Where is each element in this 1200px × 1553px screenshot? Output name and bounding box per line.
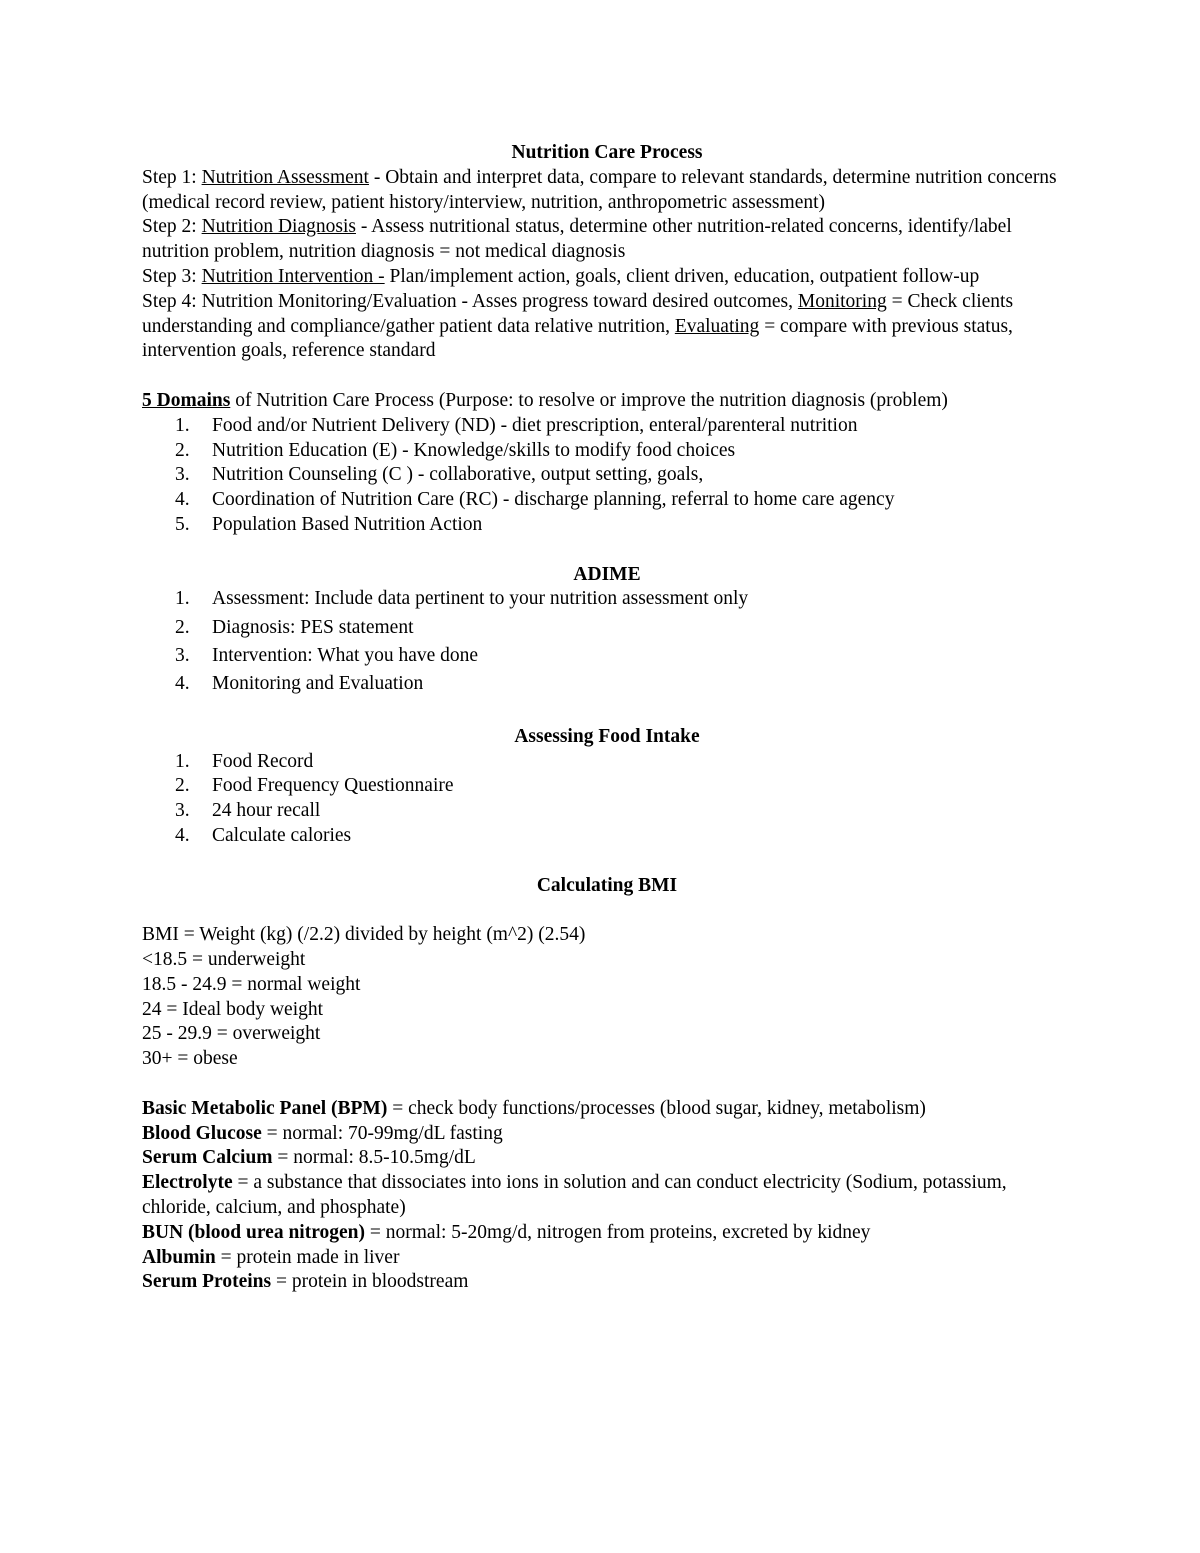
list-number: 2. (175, 616, 190, 638)
step-4-term-monitoring: Monitoring (797, 290, 887, 312)
list-text: Coordination of Nutrition Care (RC) - discharge planning, referral to home care agency (212, 489, 895, 511)
domains-heading (142, 389, 1072, 414)
list-text: Food and/or Nutrient Delivery (ND) - diet prescription, enteral/parenteral nutrition (212, 414, 858, 436)
list-item (142, 799, 1072, 824)
lab-text: = check body functions/processes (blood sugar, kidney, metabolism) (387, 1097, 926, 1119)
list-number: 3. (175, 464, 190, 486)
step-3-term: Nutrition Intervention - (201, 265, 385, 287)
lab-term: Albumin (142, 1246, 216, 1268)
bmi-line: 24 = Ideal body weight (142, 998, 324, 1020)
bmi-line: <18.5 = underweight (142, 949, 306, 971)
lab-term: Serum Calcium (142, 1147, 273, 1169)
list-item (142, 513, 1072, 538)
step-1-text: - Obtain and interpret data, compare to relevant standards, determine nutrition concerns (medical record review, patient history/interview, nutrition, anthropometric assessment) (142, 166, 1057, 213)
list-text: Assessment: Include data pertinent to your nutrition assessment only (212, 588, 749, 610)
lab-entry (142, 1171, 1072, 1221)
bmi-line: BMI = Weight (kg) (/2.2) divided by height (m^2) (2.54) (142, 924, 586, 946)
step-2-term: Nutrition Diagnosis (201, 216, 356, 238)
spacer (142, 898, 1072, 923)
list-item (142, 750, 1072, 775)
step-4-text: = compare with previous status, intervention goals, reference standard (142, 315, 1013, 362)
list-number: 3. (175, 644, 190, 666)
list-number: 2. (175, 775, 190, 797)
list-text: Monitoring and Evaluation (212, 672, 424, 694)
list-text: Nutrition Counseling (C ) - collaborative, output setting, goals, (212, 464, 704, 486)
spacer (142, 538, 1072, 563)
document-page (142, 141, 1072, 1295)
lab-entry (142, 1270, 1072, 1295)
spacer (142, 700, 1072, 725)
list-number: 1. (175, 750, 190, 772)
list-text: 24 hour recall (212, 800, 321, 822)
lab-entry (142, 1097, 1072, 1122)
list-number: 1. (175, 588, 190, 610)
list-item (142, 672, 1072, 697)
adime-list (142, 587, 1072, 696)
list-number: 3. (175, 800, 190, 822)
bmi-heading: Calculating BMI (536, 874, 678, 896)
list-text: Population Based Nutrition Action (212, 513, 483, 535)
list-number: 4. (175, 825, 190, 847)
list-number: 2. (175, 439, 190, 461)
spacer (142, 364, 1072, 389)
spacer (142, 849, 1072, 874)
step-2-text: - Assess nutritional status, determine other nutrition-related concerns, identify/label nutrition problem, nutrition diagnosis = not medical diagnosis (142, 216, 1012, 263)
lab-entry (142, 1146, 1072, 1171)
list-item (142, 463, 1072, 488)
step-1-prefix: Step 1: (142, 166, 202, 188)
step-4-prefix: Step 4: Nutrition Monitoring/Evaluation - Asses progress toward desired outcomes, (142, 290, 798, 312)
spacer (142, 1072, 1072, 1097)
list-item (142, 414, 1072, 439)
list-item (142, 587, 1072, 612)
bmi-line: 18.5 - 24.9 = normal weight (142, 973, 361, 995)
list-number: 5. (175, 513, 190, 535)
lab-term: Basic Metabolic Panel (BPM) (142, 1097, 388, 1119)
bmi-line: 30+ = obese (142, 1048, 238, 1070)
list-text: Calculate calories (212, 825, 352, 847)
lab-text: = normal: 70-99mg/dL fasting (261, 1122, 503, 1144)
list-text: Diagnosis: PES statement (212, 616, 414, 638)
domains-list (142, 414, 1072, 538)
lab-term: Electrolyte (142, 1172, 233, 1194)
list-item (142, 644, 1072, 669)
list-number: 4. (175, 672, 190, 694)
list-item (142, 824, 1072, 849)
adime-heading: ADIME (573, 563, 641, 585)
list-item (142, 488, 1072, 513)
domains-heading-term: 5 Domains (142, 389, 231, 411)
list-text: Food Frequency Questionnaire (212, 775, 454, 797)
lab-term: Blood Glucose (142, 1122, 262, 1144)
lab-text: = normal: 8.5-10.5mg/dL (272, 1147, 476, 1169)
step-4-term-evaluating: Evaluating (674, 315, 760, 337)
lab-term: BUN (blood urea nitrogen) (142, 1221, 366, 1243)
lab-entry (142, 1221, 1072, 1246)
lab-text: = protein in bloodstream (271, 1271, 469, 1293)
list-text: Nutrition Education (E) - Knowledge/skills to modify food choices (212, 439, 736, 461)
list-text: Food Record (212, 750, 314, 772)
domains-heading-text: of Nutrition Care Process (Purpose: to resolve or improve the nutrition diagnosis (problem) (230, 389, 948, 411)
step-2 (142, 215, 1072, 265)
food-intake-heading: Assessing Food Intake (514, 725, 700, 747)
step-4 (142, 290, 1072, 364)
lab-text: = a substance that dissociates into ions in solution and can conduct electricity (Sodium, potassium, chloride, calcium, and phosphate) (142, 1172, 1007, 1219)
bmi-line: 25 - 29.9 = overweight (142, 1023, 321, 1045)
step-1-term: Nutrition Assessment (201, 166, 369, 188)
lab-entry (142, 1122, 1072, 1147)
step-4-mid: = Check clients understanding and compliance/gather patient data relative nutrition, (142, 290, 1014, 337)
list-number: 1. (175, 414, 190, 436)
list-item (142, 439, 1072, 464)
lab-entry (142, 1246, 1072, 1271)
list-number: 4. (175, 489, 190, 511)
step-2-prefix: Step 2: (142, 216, 202, 238)
list-item (142, 774, 1072, 799)
step-3-text: Plan/implement action, goals, client driven, education, outpatient follow-up (384, 265, 980, 287)
step-3-prefix: Step 3: (142, 265, 202, 287)
lab-text: = normal: 5-20mg/d, nitrogen from proteins, excreted by kidney (365, 1221, 871, 1243)
lab-text: = protein made in liver (215, 1246, 400, 1268)
step-1 (142, 166, 1072, 216)
lab-term: Serum Proteins (142, 1271, 272, 1293)
list-item (142, 616, 1072, 641)
page-title: Nutrition Care Process (511, 142, 703, 163)
step-3 (142, 265, 1072, 290)
food-intake-list (142, 750, 1072, 849)
list-text: Intervention: What you have done (212, 644, 479, 666)
